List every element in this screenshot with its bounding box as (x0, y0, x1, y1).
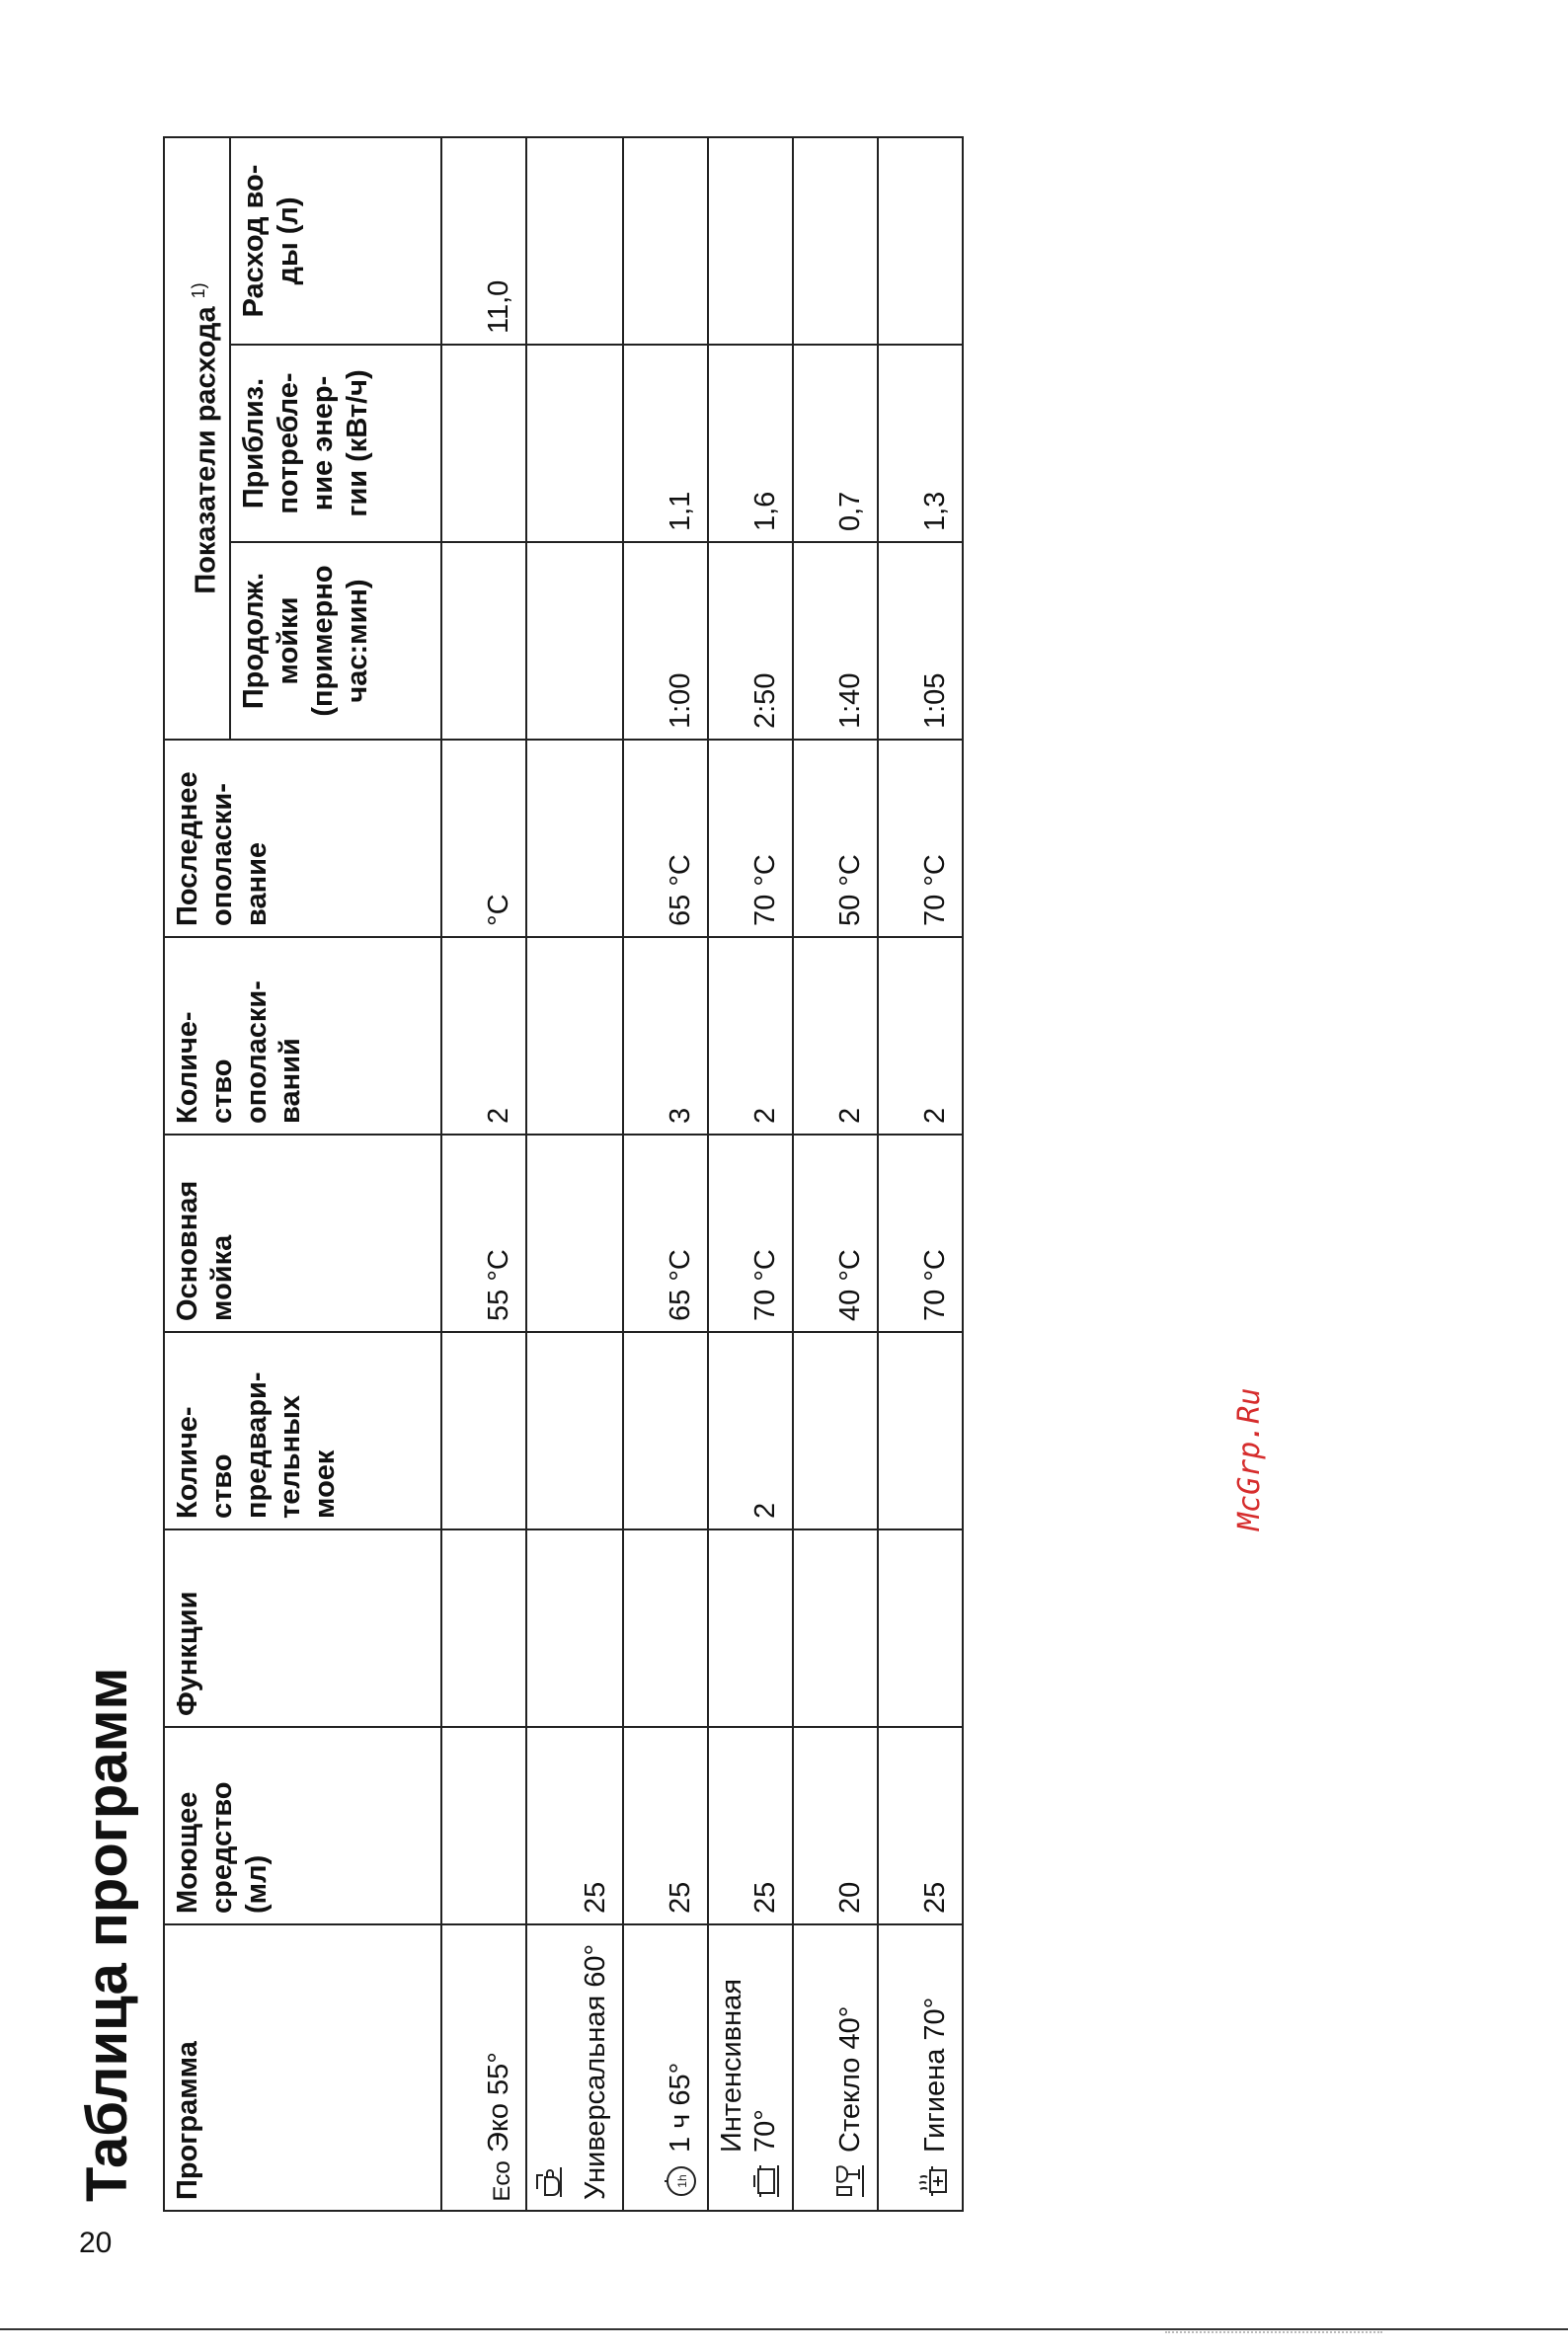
table-row (441, 137, 526, 2211)
rinse-count-cell: 2 (708, 937, 793, 1135)
table-row (526, 137, 623, 2211)
functions-cell (793, 1529, 878, 1727)
energy-cell (526, 345, 623, 542)
watermark: McGrp.Ru (1232, 1387, 1267, 1530)
duration-cell: 2:50 (708, 542, 793, 740)
program-cell (623, 1924, 708, 2211)
detergent-cell: 25 (708, 1727, 793, 1924)
header-water: Расход во- ды (л) (230, 137, 441, 345)
duration-cell: 1:00 (623, 542, 708, 740)
duration-cell (526, 542, 623, 740)
universal-icon (533, 2162, 563, 2200)
main-wash-cell: 55 °C (441, 1135, 526, 1332)
rinse-count-cell: 2 (441, 937, 526, 1135)
prewash-cell (793, 1332, 878, 1529)
detergent-cell: 20 (793, 1727, 878, 1924)
one-hour-icon-label: 1h (675, 2174, 690, 2188)
final-rinse-cell: 50 °C (793, 740, 878, 937)
table-row (708, 137, 793, 2211)
header-duration: Продолж. мойки (примерно час:мин) (230, 542, 441, 740)
final-rinse-cell: 65 °C (623, 740, 708, 937)
functions-cell (878, 1529, 963, 1727)
duration-cell: 1:40 (793, 542, 878, 740)
main-wash-cell: 40 °C (793, 1135, 878, 1332)
detergent-cell: 25 (526, 1727, 623, 1924)
duration-cell: 1:05 (878, 542, 963, 740)
water-cell (623, 137, 708, 345)
main-wash-cell: 70 °C (878, 1135, 963, 1332)
hygiene-icon (916, 2162, 952, 2200)
final-rinse-cell: °C (441, 740, 526, 937)
rinse-count-cell (526, 937, 623, 1135)
intensive-pot-icon (748, 2162, 782, 2200)
water-cell: 11,0 (441, 137, 526, 345)
final-rinse-cell (526, 740, 623, 937)
prewash-cell (878, 1332, 963, 1529)
rotated-content (75, 128, 1267, 2212)
program-name: Стекло 40° (833, 2005, 866, 2153)
program-cell (441, 1924, 526, 2211)
water-cell (793, 137, 878, 345)
final-rinse-cell: 70 °C (708, 740, 793, 937)
detergent-cell (441, 1727, 526, 1924)
rinse-count-cell: 2 (878, 937, 963, 1135)
main-wash-cell (526, 1135, 623, 1332)
page-number: 20 (79, 2227, 113, 2259)
consumption-group-label: Показатели расхода (190, 306, 222, 594)
header-consumption-group (164, 137, 230, 740)
table-row (623, 137, 708, 2211)
header-energy: Приблиз. потребле- ние энер- гии (кВт/ч) (230, 345, 441, 542)
water-cell (708, 137, 793, 345)
program-name: Интенсивная 70° (716, 1979, 781, 2153)
prewash-cell: 2 (708, 1332, 793, 1529)
program-cell (793, 1924, 878, 2211)
bottom-rule (0, 2328, 1568, 2330)
rinse-count-cell: 2 (793, 937, 878, 1135)
programs-table (163, 136, 964, 2212)
program-name: Гигиена 70° (918, 1997, 951, 2153)
glass-icon (833, 2162, 867, 2200)
duration-cell (441, 542, 526, 740)
header-final-rinse: Последнее ополаски- вание (164, 740, 441, 937)
main-wash-cell: 65 °C (623, 1135, 708, 1332)
table-row (793, 137, 878, 2211)
detergent-cell: 25 (623, 1727, 708, 1924)
program-name: Универсальная 60° (579, 1943, 611, 2200)
header-functions: Функции (164, 1529, 441, 1727)
energy-cell: 1,1 (623, 345, 708, 542)
bottom-scan-artifact (1165, 2331, 1382, 2339)
functions-cell (708, 1529, 793, 1727)
prewash-cell (526, 1332, 623, 1529)
prewash-cell (441, 1332, 526, 1529)
water-cell (878, 137, 963, 345)
program-cell (878, 1924, 963, 2211)
detergent-cell: 25 (878, 1727, 963, 1924)
header-program: Программа (164, 1924, 441, 2211)
eco-icon: Eco (488, 2160, 515, 2202)
program-cell (526, 1924, 623, 2211)
energy-cell (441, 345, 526, 542)
energy-cell: 0,7 (793, 345, 878, 542)
water-cell (526, 137, 623, 345)
table-header-row (164, 137, 230, 2211)
functions-cell (623, 1529, 708, 1727)
header-main-wash: Основная мойка (164, 1135, 441, 1332)
rinse-count-cell: 3 (623, 937, 708, 1135)
header-rinse-count: Количе- ство ополаски- ваний (164, 937, 441, 1135)
one-hour-icon (664, 2162, 697, 2200)
header-detergent: Моющее средство (мл) (164, 1727, 441, 1924)
page-title: Таблица программ (75, 1667, 139, 2202)
program-cell (708, 1924, 793, 2211)
table-row (878, 137, 963, 2211)
program-name: Эко 55° (483, 2052, 515, 2153)
footnote-marker: 1) (189, 282, 208, 299)
main-wash-cell: 70 °C (708, 1135, 793, 1332)
program-name: 1 ч 65° (664, 2062, 696, 2153)
energy-cell: 1,6 (708, 345, 793, 542)
header-prewash-count: Количе- ство предвари- тельных моек (164, 1332, 441, 1529)
energy-cell: 1,3 (878, 345, 963, 542)
functions-cell (526, 1529, 623, 1727)
final-rinse-cell: 70 °C (878, 740, 963, 937)
functions-cell (441, 1529, 526, 1727)
prewash-cell (623, 1332, 708, 1529)
